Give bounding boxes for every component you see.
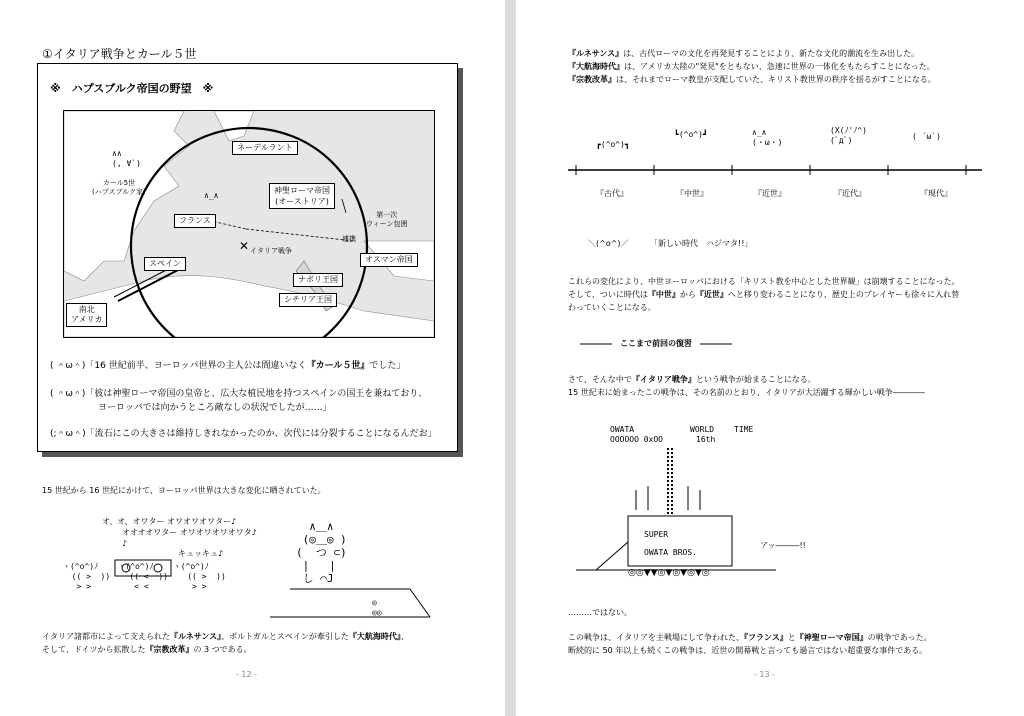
europe-map xyxy=(63,110,435,338)
label-hre: 神聖ローマ帝国 (オーストリア) xyxy=(269,183,335,209)
not-text: ………ではない。 xyxy=(568,608,632,617)
change-line-2: そして、ついに時代は『中世』から『近世』へと移り変わることになり、歴史上のプレイヤーも徐々に入れ替 xyxy=(568,290,960,299)
war-line-1: さて、そんな中で『イタリア戦争』という戦争が始まることになる。 xyxy=(568,375,816,384)
owata-level: 16th xyxy=(696,435,716,444)
label-charles: カール5世 (ハプスブルク家) xyxy=(92,179,146,196)
cat-aa: ∧＿∧ (◎＿◎ ) ( つ ⊂) | | し ⌒J xyxy=(296,520,347,585)
label-sicily: シチリア王国 xyxy=(279,293,337,307)
dialogue-line-3: ヨーロッパでは向かうところ敵なしの状況でしたが……」 xyxy=(98,403,332,413)
mediterranean-sea xyxy=(64,276,434,337)
label-spain: スペイン xyxy=(144,257,186,271)
label-vienna: 第一次 ウィーン包囲 xyxy=(366,211,408,228)
page-12 xyxy=(0,0,505,716)
dialogue-line-1: ( ＾ω＾)「16 世紀前半、ヨーロッパ世界の主人公は間違いなく『カール５世』でした」 xyxy=(50,361,406,371)
song-line-1: オ、オ、オワター オワオワオワター♪ xyxy=(102,517,237,526)
song-line-2: オオオオワター オワオワオワオワタ♪ xyxy=(122,528,257,537)
radio-box xyxy=(114,556,178,578)
timeline-face-medieval: ┗(^o^)┛ xyxy=(674,130,708,139)
dialogue-line-4: (;＾ω＾)「流石にこの大きさは維持しきれなかったのか、次代には分裂することになるんだお」 xyxy=(50,429,437,439)
desk-lines xyxy=(270,585,440,621)
page-number: - 12 - xyxy=(236,670,258,679)
north-sea xyxy=(214,111,254,141)
timeline-label-ancient: 『古代』 xyxy=(596,189,628,198)
crossed-swords-icon: ✕ xyxy=(239,239,250,253)
war-line-2: 15 世紀末に始まったこの戦争は、その名前のとおり、イタリアが大活躍する輝かしい戦争―――― xyxy=(568,388,925,397)
owata-logo-2: OWATA BROS. xyxy=(644,548,697,557)
timeline-label-early-modern: 『近世』 xyxy=(754,189,786,198)
para-1: イタリア諸都市によって支えられた『ルネサンス』、ポルトガルとスペインが牽引した『大航海時代』、 xyxy=(42,632,409,641)
alliance-line-2 xyxy=(246,229,354,241)
owata-scream: アッ―――!! xyxy=(760,541,806,550)
label-south-america: 南北 アメリカ xyxy=(66,303,107,327)
owata-title-right: TIME xyxy=(734,425,754,434)
dancers-aa: ヽ(^o^)ﾉ ヽ(^o^)ﾉ ヽ(^o^)ﾉ (( > )) (( < )) (( > )) > > < < > > xyxy=(62,562,226,591)
timeline-label-modern: 『近代』 xyxy=(834,189,866,198)
def-renaissance: 『ルネサンス』は、古代ローマの文化を再発見することにより、新たな文化的潮流を生み出した。 xyxy=(568,49,920,58)
timeline-label-contemporary: 『現代』 xyxy=(920,189,952,198)
timeline-face-contemporary: ( ´ω`) xyxy=(912,132,941,141)
page-13 xyxy=(516,0,1024,716)
history-box xyxy=(37,63,458,452)
def-age-discovery: 『大航海時代』は、アメリカ大陸の"発見"をともない、急速に世界の一体化をもたらすことになった。 xyxy=(568,62,935,71)
change-line-1: これらの変化により、中世ヨーロッパにおける「キリスト教を中心とした世界観」は崩壊することになった。 xyxy=(568,277,960,286)
timeline-face-ancient: ┏(^o^)┓ xyxy=(596,140,630,149)
page-number: - 13 - xyxy=(754,670,776,679)
last-line-2: 断続的に 50 年以上も続くこの戦争は、近世の開幕戦と言っても過言ではない超重要な事件である。 xyxy=(568,646,928,655)
timeline-face-early-modern: ∧_∧ (・ω・) xyxy=(752,128,783,147)
intro-text: 15 世紀から 16 世紀にかけて、ヨーロッパ世界は大きな変化に晒されていた。 xyxy=(42,486,326,495)
charles-aa: ∧∧ (, ∀`) xyxy=(112,149,141,168)
review-divider: ―――― ここまで前回の復習 ―――― xyxy=(580,339,732,348)
timeline-axis xyxy=(568,162,988,178)
france-aa: ∧_∧ xyxy=(204,191,219,200)
label-netherlands: ネーデルラント xyxy=(232,141,298,155)
shout-face: ＼(^o^)／ xyxy=(588,239,629,248)
shout-text: 「新しい時代 ハジマタ!!」 xyxy=(650,239,753,248)
song-line-3: キュッキュ♪ xyxy=(178,549,224,558)
coins-aa: ◎ ◎◎ xyxy=(372,598,382,617)
def-reformation: 『宗教改革』は、それまでローマ教皇が支配していた、キリスト教世界の秩序を揺るがすことになる。 xyxy=(568,75,936,84)
timeline-label-medieval: 『中世』 xyxy=(676,189,708,198)
owata-title-left: OWATA xyxy=(610,425,635,434)
song-note: ♪ xyxy=(122,539,128,548)
label-france: フランス xyxy=(174,214,216,228)
label-ottoman: オスマン帝国 xyxy=(360,253,418,267)
section-title: ①イタリア戦争とカール５世 xyxy=(42,47,197,61)
dialogue-line-2: ( ＾ω＾)「彼は神聖ローマ帝国の皇帝と、広大な植民地を持つスペインの国王を兼ねており、 xyxy=(50,389,428,399)
para-2: そして、ドイツから拡散した『宗教改革』の 3 つである。 xyxy=(42,645,252,654)
vienna-arrow xyxy=(342,199,346,213)
timeline-face-modern: (X(ﾉ'ﾉ^) (ﾟдﾟ) xyxy=(830,126,867,145)
owata-logo-1: SUPER xyxy=(644,530,669,539)
box-title: ※ ハプスブルク帝国の野望 ※ xyxy=(50,82,214,95)
last-line-1: この戦争は、イタリアを主戦場にして争われた、『フランス』と『神聖ローマ帝国』の戦争であった。 xyxy=(568,633,932,642)
label-italian-war: イタリア戦争 xyxy=(250,247,292,255)
label-alliance: 連携 xyxy=(342,235,356,243)
owata-wheels: ◎◎▼▼◎▼◎▼◎▼◎ xyxy=(628,568,710,578)
owata-score: OOOOOO 0xOO xyxy=(610,435,663,444)
owata-title-mid: WORLD xyxy=(690,425,715,434)
label-naples: ナポリ王国 xyxy=(293,273,343,287)
change-line-3: わっていくことになる。 xyxy=(568,303,656,312)
